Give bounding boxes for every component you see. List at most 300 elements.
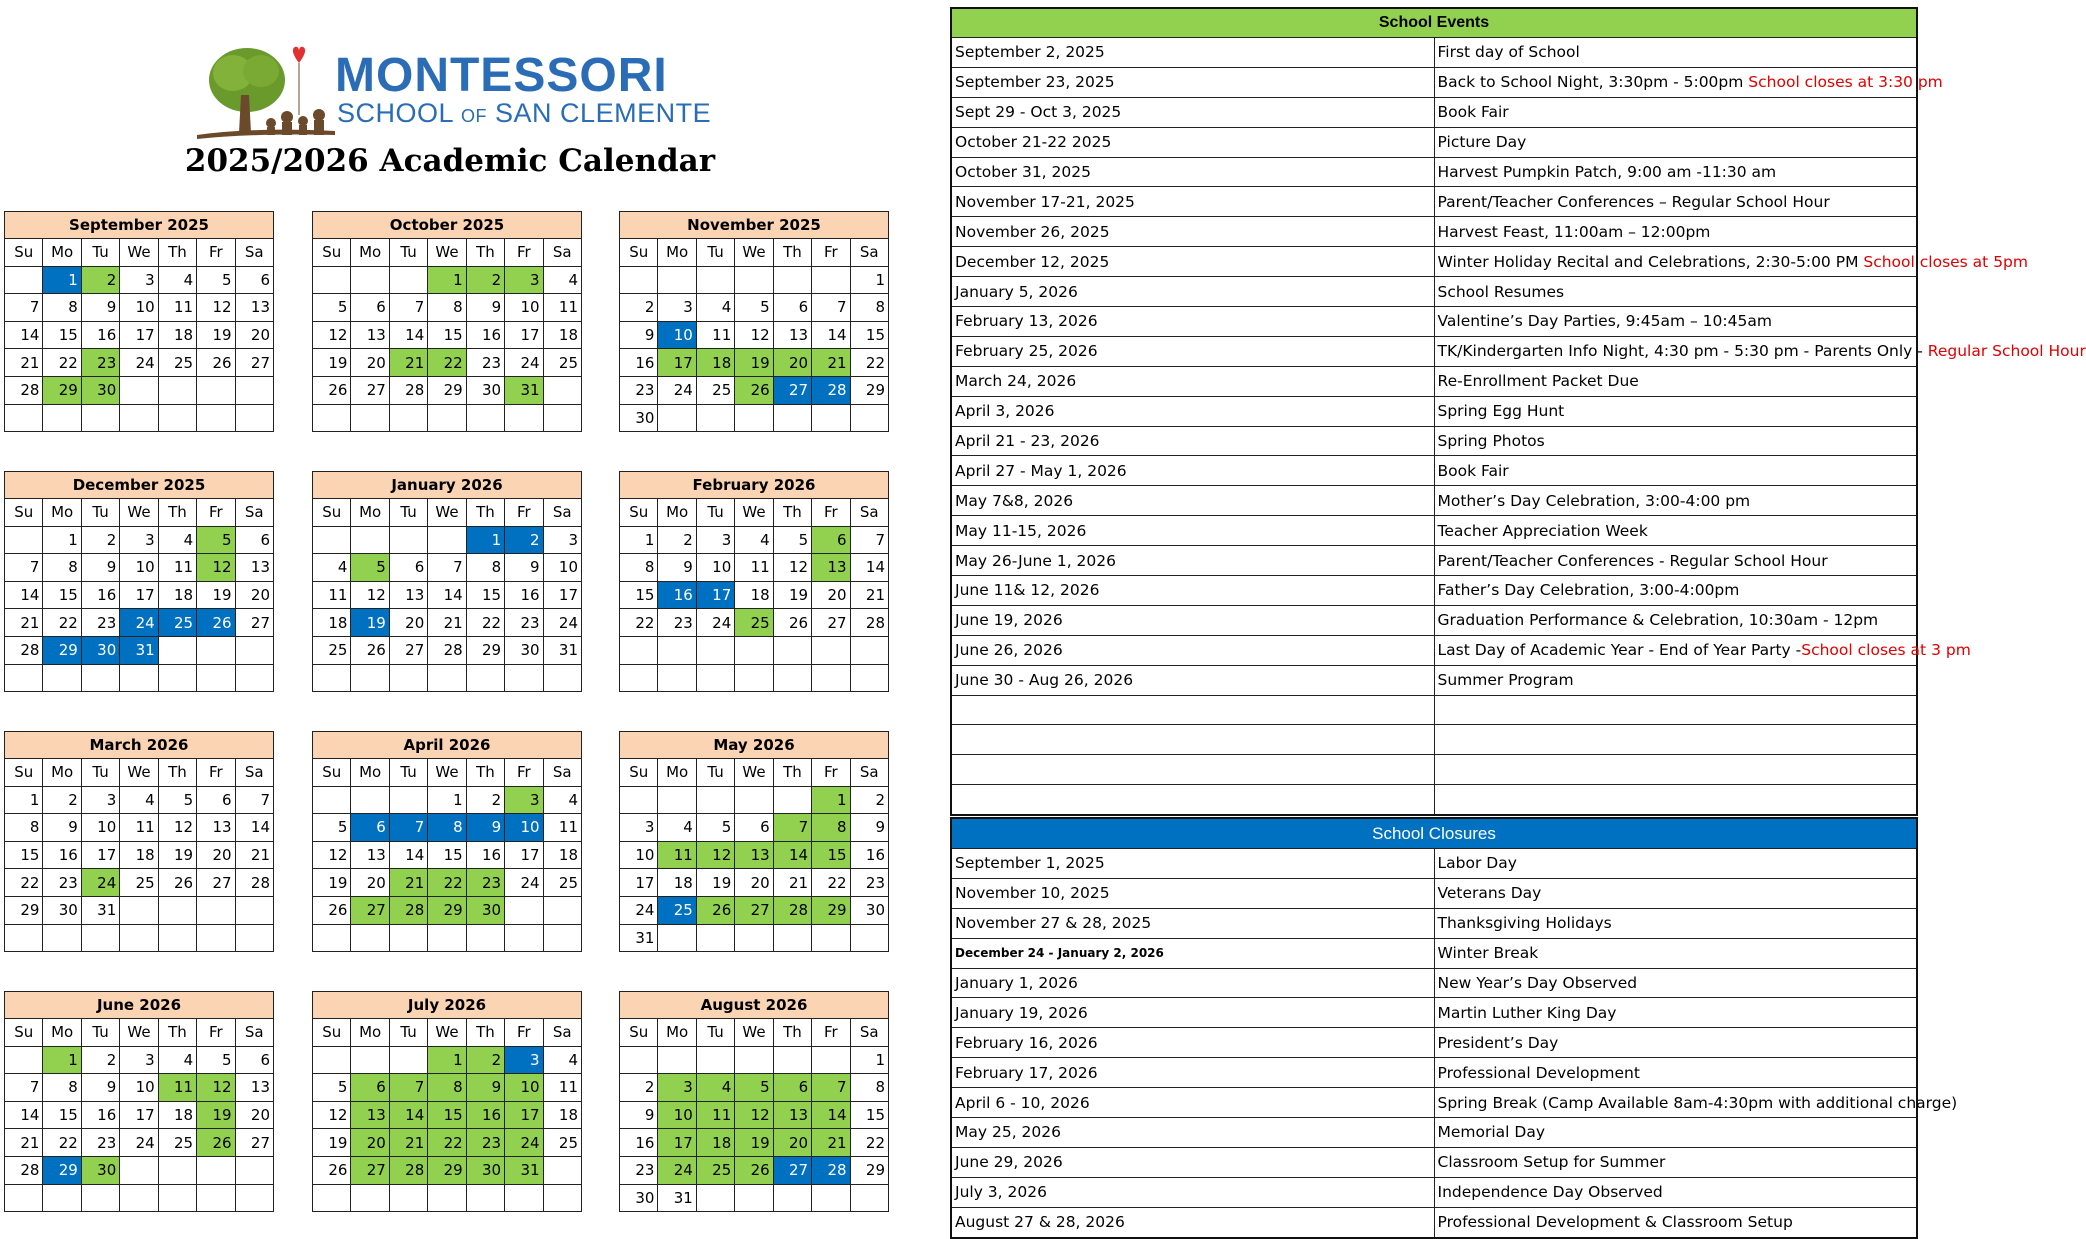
event-description: Summer Program bbox=[1434, 665, 1917, 695]
calendar-day: 7 bbox=[850, 526, 888, 554]
calendar-day: 17 bbox=[505, 841, 543, 869]
calendar-day: 17 bbox=[120, 581, 158, 609]
calendar-day: 1 bbox=[850, 266, 888, 294]
calendar-day: 10 bbox=[120, 554, 158, 582]
weekday-header: We bbox=[120, 759, 158, 787]
event-date bbox=[951, 785, 1434, 815]
event-date bbox=[951, 725, 1434, 755]
calendar-day bbox=[812, 636, 850, 664]
calendar-day: 1 bbox=[43, 1046, 81, 1074]
calendar-day: 22 bbox=[5, 869, 43, 897]
table-row bbox=[951, 1088, 1917, 1118]
calendar-day: 25 bbox=[158, 609, 196, 637]
calendar-day: 19 bbox=[158, 841, 196, 869]
calendar-day bbox=[543, 1184, 581, 1212]
weekday-header: Su bbox=[313, 239, 351, 267]
table-row bbox=[951, 217, 1917, 247]
school-events-table bbox=[950, 7, 2086, 816]
calendar-day: 4 bbox=[158, 526, 196, 554]
calendar-day bbox=[313, 1184, 351, 1212]
calendar-day: 28 bbox=[5, 376, 43, 404]
weekday-header: Sa bbox=[543, 239, 581, 267]
weekday-header: Su bbox=[313, 499, 351, 527]
calendar-day: 10 bbox=[543, 554, 581, 582]
calendar-day bbox=[696, 1184, 734, 1212]
calendar-day bbox=[850, 404, 888, 432]
weekday-header: Th bbox=[773, 1019, 811, 1047]
calendar-day: 22 bbox=[43, 1129, 81, 1157]
calendar-day: 30 bbox=[620, 1184, 658, 1212]
calendar-day: 25 bbox=[158, 349, 196, 377]
calendar-day: 7 bbox=[428, 554, 466, 582]
event-description: Labor Day bbox=[1434, 849, 1917, 879]
calendar-day: 11 bbox=[696, 1101, 734, 1129]
weekday-header: Mo bbox=[658, 759, 696, 787]
calendar-day: 26 bbox=[158, 869, 196, 897]
calendar-day: 24 bbox=[120, 609, 158, 637]
calendar-day bbox=[773, 1046, 811, 1074]
calendar-day: 26 bbox=[313, 896, 351, 924]
calendar-day bbox=[5, 664, 43, 692]
calendar-day bbox=[658, 786, 696, 814]
calendar-day bbox=[389, 266, 427, 294]
calendar-day: 21 bbox=[812, 1129, 850, 1157]
calendar-day: 9 bbox=[81, 554, 119, 582]
calendar-day: 25 bbox=[158, 1129, 196, 1157]
calendar-day: 3 bbox=[120, 266, 158, 294]
calendar-day bbox=[735, 664, 773, 692]
calendar-day: 17 bbox=[658, 1129, 696, 1157]
calendar-day bbox=[43, 1184, 81, 1212]
weekday-header: Sa bbox=[235, 1019, 273, 1047]
month-title: November 2025 bbox=[620, 212, 889, 239]
calendar-day: 15 bbox=[620, 581, 658, 609]
weekday-header: Su bbox=[5, 499, 43, 527]
calendar-day: 22 bbox=[850, 349, 888, 377]
calendar-day bbox=[543, 404, 581, 432]
calendar-day: 28 bbox=[235, 869, 273, 897]
calendar-day bbox=[313, 1046, 351, 1074]
calendar-day: 9 bbox=[620, 321, 658, 349]
weekday-header: Tu bbox=[81, 759, 119, 787]
tree-icon bbox=[197, 47, 335, 139]
calendar-day: 18 bbox=[120, 841, 158, 869]
calendar-day: 16 bbox=[505, 581, 543, 609]
calendar-day: 28 bbox=[5, 1156, 43, 1184]
calendar-day bbox=[773, 786, 811, 814]
calendar-day bbox=[120, 896, 158, 924]
calendar-day bbox=[735, 1184, 773, 1212]
event-date: January 1, 2026 bbox=[951, 968, 1434, 998]
calendar-day bbox=[158, 664, 196, 692]
calendar-day: 8 bbox=[428, 814, 466, 842]
calendar-day: 22 bbox=[466, 609, 504, 637]
calendar-day: 17 bbox=[696, 581, 734, 609]
calendar-day: 15 bbox=[5, 841, 43, 869]
calendar-day: 30 bbox=[81, 1156, 119, 1184]
event-date: April 21 - 23, 2026 bbox=[951, 426, 1434, 456]
calendar-day: 18 bbox=[158, 581, 196, 609]
calendar-day: 6 bbox=[235, 266, 273, 294]
calendar-day: 3 bbox=[505, 266, 543, 294]
calendar-day: 15 bbox=[428, 321, 466, 349]
calendar-day: 14 bbox=[850, 554, 888, 582]
calendar-day bbox=[158, 1184, 196, 1212]
calendar-day bbox=[120, 404, 158, 432]
calendar-day: 2 bbox=[466, 1046, 504, 1074]
calendar-day: 13 bbox=[389, 581, 427, 609]
calendar-day: 1 bbox=[428, 1046, 466, 1074]
calendar-day bbox=[658, 636, 696, 664]
calendar-day: 25 bbox=[543, 349, 581, 377]
calendar-day: 12 bbox=[735, 1101, 773, 1129]
calendar-day bbox=[658, 404, 696, 432]
weekday-header: Tu bbox=[389, 1019, 427, 1047]
weekday-header: Fr bbox=[505, 1019, 543, 1047]
event-description: Parent/Teacher Conferences - Regular School Hour bbox=[1434, 546, 1917, 576]
calendar-day: 6 bbox=[812, 526, 850, 554]
calendar-day: 14 bbox=[5, 1101, 43, 1129]
calendar-day: 10 bbox=[505, 1074, 543, 1102]
calendar-day: 15 bbox=[850, 321, 888, 349]
calendar-day: 11 bbox=[313, 581, 351, 609]
calendar-day: 17 bbox=[658, 349, 696, 377]
calendar-day: 10 bbox=[620, 841, 658, 869]
calendar-day: 21 bbox=[235, 841, 273, 869]
event-date: August 27 & 28, 2026 bbox=[951, 1207, 1434, 1237]
calendar-day: 27 bbox=[351, 1156, 389, 1184]
calendar-day bbox=[197, 664, 235, 692]
calendar-day: 23 bbox=[466, 869, 504, 897]
calendar-day: 13 bbox=[351, 841, 389, 869]
calendar-day: 26 bbox=[735, 1156, 773, 1184]
weekday-header: Mo bbox=[351, 759, 389, 787]
calendar-day bbox=[389, 526, 427, 554]
event-date: May 7&8, 2026 bbox=[951, 486, 1434, 516]
weekday-header: Mo bbox=[658, 499, 696, 527]
calendar-day bbox=[235, 636, 273, 664]
calendar-day: 28 bbox=[850, 609, 888, 637]
calendar-day: 20 bbox=[235, 321, 273, 349]
calendar-day: 31 bbox=[120, 636, 158, 664]
calendar-day: 7 bbox=[5, 1074, 43, 1102]
calendar-day: 23 bbox=[620, 1156, 658, 1184]
calendar-day: 24 bbox=[505, 1129, 543, 1157]
calendar-day: 15 bbox=[812, 841, 850, 869]
calendar-day bbox=[158, 376, 196, 404]
calendar-day: 8 bbox=[850, 294, 888, 322]
calendar-day bbox=[313, 786, 351, 814]
calendar-day: 19 bbox=[735, 349, 773, 377]
calendar-day: 18 bbox=[543, 321, 581, 349]
calendar-day: 28 bbox=[389, 376, 427, 404]
weekday-header: Fr bbox=[812, 759, 850, 787]
calendar-day: 14 bbox=[812, 1101, 850, 1129]
calendar-day bbox=[773, 636, 811, 664]
calendar-day: 20 bbox=[351, 349, 389, 377]
event-date: September 23, 2025 bbox=[951, 67, 1434, 97]
calendar-day: 9 bbox=[466, 814, 504, 842]
calendar-day: 10 bbox=[120, 1074, 158, 1102]
calendar-day bbox=[543, 664, 581, 692]
calendar-month bbox=[4, 991, 274, 1212]
calendar-day: 17 bbox=[505, 1101, 543, 1129]
weekday-header: Mo bbox=[43, 239, 81, 267]
calendar-day: 11 bbox=[735, 554, 773, 582]
calendar-day bbox=[313, 664, 351, 692]
calendar-day: 30 bbox=[466, 896, 504, 924]
calendar-day bbox=[620, 266, 658, 294]
calendar-day: 14 bbox=[5, 581, 43, 609]
event-date: June 29, 2026 bbox=[951, 1147, 1434, 1177]
event-description: Last Day of Academic Year - End of Year Party -School closes at 3 pm bbox=[1434, 635, 1917, 665]
calendar-day: 12 bbox=[158, 814, 196, 842]
calendar-day: 17 bbox=[81, 841, 119, 869]
event-description: Book Fair bbox=[1434, 456, 1917, 486]
calendar-day: 17 bbox=[120, 1101, 158, 1129]
event-date: March 24, 2026 bbox=[951, 366, 1434, 396]
event-note: School closes at 3 pm bbox=[1801, 641, 1971, 660]
calendar-day: 2 bbox=[850, 786, 888, 814]
calendar-day: 5 bbox=[735, 294, 773, 322]
calendar-day bbox=[197, 1156, 235, 1184]
weekday-header: Tu bbox=[696, 759, 734, 787]
calendar-day: 15 bbox=[43, 581, 81, 609]
event-date: June 19, 2026 bbox=[951, 605, 1434, 635]
weekday-header: We bbox=[428, 239, 466, 267]
table-row bbox=[951, 605, 1917, 635]
calendar-day: 3 bbox=[505, 786, 543, 814]
calendar-day: 19 bbox=[313, 1129, 351, 1157]
calendar-day: 22 bbox=[428, 869, 466, 897]
calendar-day: 9 bbox=[43, 814, 81, 842]
calendar-day bbox=[120, 1156, 158, 1184]
table-row bbox=[951, 456, 1917, 486]
event-description: Professional Development & Classroom Setup bbox=[1434, 1207, 1917, 1237]
weekday-header: Fr bbox=[197, 239, 235, 267]
calendar-day: 24 bbox=[696, 609, 734, 637]
calendar-day: 4 bbox=[696, 1074, 734, 1102]
calendar-day: 25 bbox=[696, 376, 734, 404]
calendar-day bbox=[543, 896, 581, 924]
calendar-day: 16 bbox=[81, 581, 119, 609]
calendar-day: 23 bbox=[466, 1129, 504, 1157]
calendar-month bbox=[312, 731, 582, 952]
calendar-day: 21 bbox=[428, 609, 466, 637]
calendar-day: 16 bbox=[658, 581, 696, 609]
calendar-day: 4 bbox=[696, 294, 734, 322]
calendar-day: 21 bbox=[5, 349, 43, 377]
weekday-header: Su bbox=[313, 1019, 351, 1047]
table-row bbox=[951, 695, 1917, 725]
calendar-day: 5 bbox=[696, 814, 734, 842]
calendar-day: 12 bbox=[735, 321, 773, 349]
calendar-day: 7 bbox=[812, 294, 850, 322]
calendar-day: 21 bbox=[389, 349, 427, 377]
calendar-day: 27 bbox=[389, 636, 427, 664]
calendar-day: 12 bbox=[197, 554, 235, 582]
calendar-day: 16 bbox=[466, 1101, 504, 1129]
weekday-header: Fr bbox=[197, 1019, 235, 1047]
calendar-day bbox=[773, 266, 811, 294]
school-name: MONTESSORI bbox=[335, 49, 668, 102]
calendar-day bbox=[696, 266, 734, 294]
weekday-header: Th bbox=[158, 759, 196, 787]
calendar-day: 23 bbox=[658, 609, 696, 637]
event-description: Classroom Setup for Summer bbox=[1434, 1147, 1917, 1177]
calendar-day: 26 bbox=[197, 609, 235, 637]
calendar-day: 7 bbox=[389, 294, 427, 322]
calendar-day: 4 bbox=[120, 786, 158, 814]
calendar-day: 26 bbox=[313, 376, 351, 404]
calendar-day bbox=[351, 404, 389, 432]
calendar-day bbox=[543, 1156, 581, 1184]
calendar-day bbox=[735, 636, 773, 664]
weekday-header: We bbox=[120, 499, 158, 527]
calendar-day bbox=[620, 664, 658, 692]
table-row bbox=[951, 486, 1917, 516]
calendar-day: 10 bbox=[696, 554, 734, 582]
calendar-day bbox=[197, 924, 235, 952]
event-date: June 11& 12, 2026 bbox=[951, 576, 1434, 606]
calendar-day: 31 bbox=[505, 376, 543, 404]
calendar-day: 28 bbox=[812, 1156, 850, 1184]
calendar-day: 22 bbox=[428, 349, 466, 377]
weekday-header: Th bbox=[158, 239, 196, 267]
calendar-day: 8 bbox=[428, 294, 466, 322]
calendar-day: 11 bbox=[658, 841, 696, 869]
calendar-day: 14 bbox=[389, 1101, 427, 1129]
event-description: Graduation Performance & Celebration, 10:30am - 12pm bbox=[1434, 605, 1917, 635]
calendar-day: 7 bbox=[5, 294, 43, 322]
calendar-day: 8 bbox=[43, 554, 81, 582]
event-date: January 5, 2026 bbox=[951, 277, 1434, 307]
calendar-day: 30 bbox=[81, 376, 119, 404]
calendar-day: 19 bbox=[735, 1129, 773, 1157]
calendar-day: 2 bbox=[658, 526, 696, 554]
calendar-day: 5 bbox=[197, 266, 235, 294]
event-date: February 17, 2026 bbox=[951, 1058, 1434, 1088]
calendar-day bbox=[696, 786, 734, 814]
calendar-day: 18 bbox=[543, 1101, 581, 1129]
calendar-day: 12 bbox=[313, 321, 351, 349]
weekday-header: Th bbox=[158, 499, 196, 527]
calendar-day: 2 bbox=[466, 786, 504, 814]
calendar-day: 2 bbox=[81, 1046, 119, 1074]
event-date: Sept 29 - Oct 3, 2025 bbox=[951, 97, 1434, 127]
calendar-day: 17 bbox=[120, 321, 158, 349]
calendar-day: 26 bbox=[313, 1156, 351, 1184]
weekday-header: Sa bbox=[543, 1019, 581, 1047]
event-date: April 3, 2026 bbox=[951, 396, 1434, 426]
table-row bbox=[951, 157, 1917, 187]
calendar-day bbox=[313, 266, 351, 294]
table-row bbox=[951, 1028, 1917, 1058]
calendar-day: 19 bbox=[197, 581, 235, 609]
weekday-header: Mo bbox=[351, 239, 389, 267]
calendar-day: 23 bbox=[43, 869, 81, 897]
event-date: November 10, 2025 bbox=[951, 878, 1434, 908]
calendar-day: 20 bbox=[773, 349, 811, 377]
calendar-day bbox=[428, 404, 466, 432]
table-row bbox=[951, 1058, 1917, 1088]
event-date: May 11-15, 2026 bbox=[951, 516, 1434, 546]
weekday-header: Fr bbox=[812, 1019, 850, 1047]
calendar-day: 9 bbox=[81, 1074, 119, 1102]
calendar-day: 11 bbox=[158, 554, 196, 582]
calendar-day bbox=[235, 1156, 273, 1184]
calendar-day: 24 bbox=[120, 1129, 158, 1157]
weekday-header: We bbox=[735, 1019, 773, 1047]
event-description: New Year’s Day Observed bbox=[1434, 968, 1917, 998]
calendar-day bbox=[235, 896, 273, 924]
event-description: Re-Enrollment Packet Due bbox=[1434, 366, 1917, 396]
calendar-day: 3 bbox=[505, 1046, 543, 1074]
calendar-day: 21 bbox=[389, 869, 427, 897]
calendar-day: 10 bbox=[120, 294, 158, 322]
calendar-day: 18 bbox=[696, 349, 734, 377]
calendar-day bbox=[850, 636, 888, 664]
event-description: Veterans Day bbox=[1434, 878, 1917, 908]
calendar-day bbox=[466, 664, 504, 692]
weekday-header: Sa bbox=[850, 499, 888, 527]
calendar-day bbox=[81, 924, 119, 952]
calendar-day: 14 bbox=[428, 581, 466, 609]
calendar-day: 1 bbox=[620, 526, 658, 554]
event-description: Martin Luther King Day bbox=[1434, 998, 1917, 1028]
event-date: September 1, 2025 bbox=[951, 849, 1434, 879]
calendar-day: 12 bbox=[773, 554, 811, 582]
table-row bbox=[951, 998, 1917, 1028]
table-row bbox=[951, 1147, 1917, 1177]
calendar-day: 30 bbox=[466, 1156, 504, 1184]
calendar-day: 7 bbox=[235, 786, 273, 814]
calendar-day: 3 bbox=[658, 294, 696, 322]
calendar-day: 9 bbox=[850, 814, 888, 842]
calendar-day: 3 bbox=[620, 814, 658, 842]
calendar-day bbox=[428, 1184, 466, 1212]
calendar-day: 9 bbox=[466, 294, 504, 322]
calendar-day: 5 bbox=[197, 526, 235, 554]
calendar-day: 15 bbox=[428, 841, 466, 869]
event-date: November 17-21, 2025 bbox=[951, 187, 1434, 217]
month-title: December 2025 bbox=[5, 472, 274, 499]
calendar-day: 4 bbox=[658, 814, 696, 842]
calendar-day: 21 bbox=[5, 1129, 43, 1157]
calendar-day: 23 bbox=[466, 349, 504, 377]
weekday-header: Mo bbox=[351, 1019, 389, 1047]
calendar-day: 20 bbox=[235, 1101, 273, 1129]
event-description: Picture Day bbox=[1434, 127, 1917, 157]
event-date: June 26, 2026 bbox=[951, 635, 1434, 665]
calendar-day: 26 bbox=[696, 896, 734, 924]
month-title: April 2026 bbox=[313, 732, 582, 759]
event-date: November 26, 2025 bbox=[951, 217, 1434, 247]
calendar-day: 24 bbox=[505, 349, 543, 377]
calendar-day: 21 bbox=[5, 609, 43, 637]
calendar-day bbox=[235, 376, 273, 404]
calendar-day: 6 bbox=[235, 526, 273, 554]
calendar-day bbox=[735, 266, 773, 294]
calendar-day bbox=[351, 1046, 389, 1074]
weekday-header: Fr bbox=[197, 499, 235, 527]
events-table-title: School Events bbox=[951, 8, 1917, 38]
calendar-day: 23 bbox=[81, 1129, 119, 1157]
calendar-day: 2 bbox=[43, 786, 81, 814]
calendar-day bbox=[81, 1184, 119, 1212]
calendar-day: 13 bbox=[812, 554, 850, 582]
month-title: March 2026 bbox=[5, 732, 274, 759]
